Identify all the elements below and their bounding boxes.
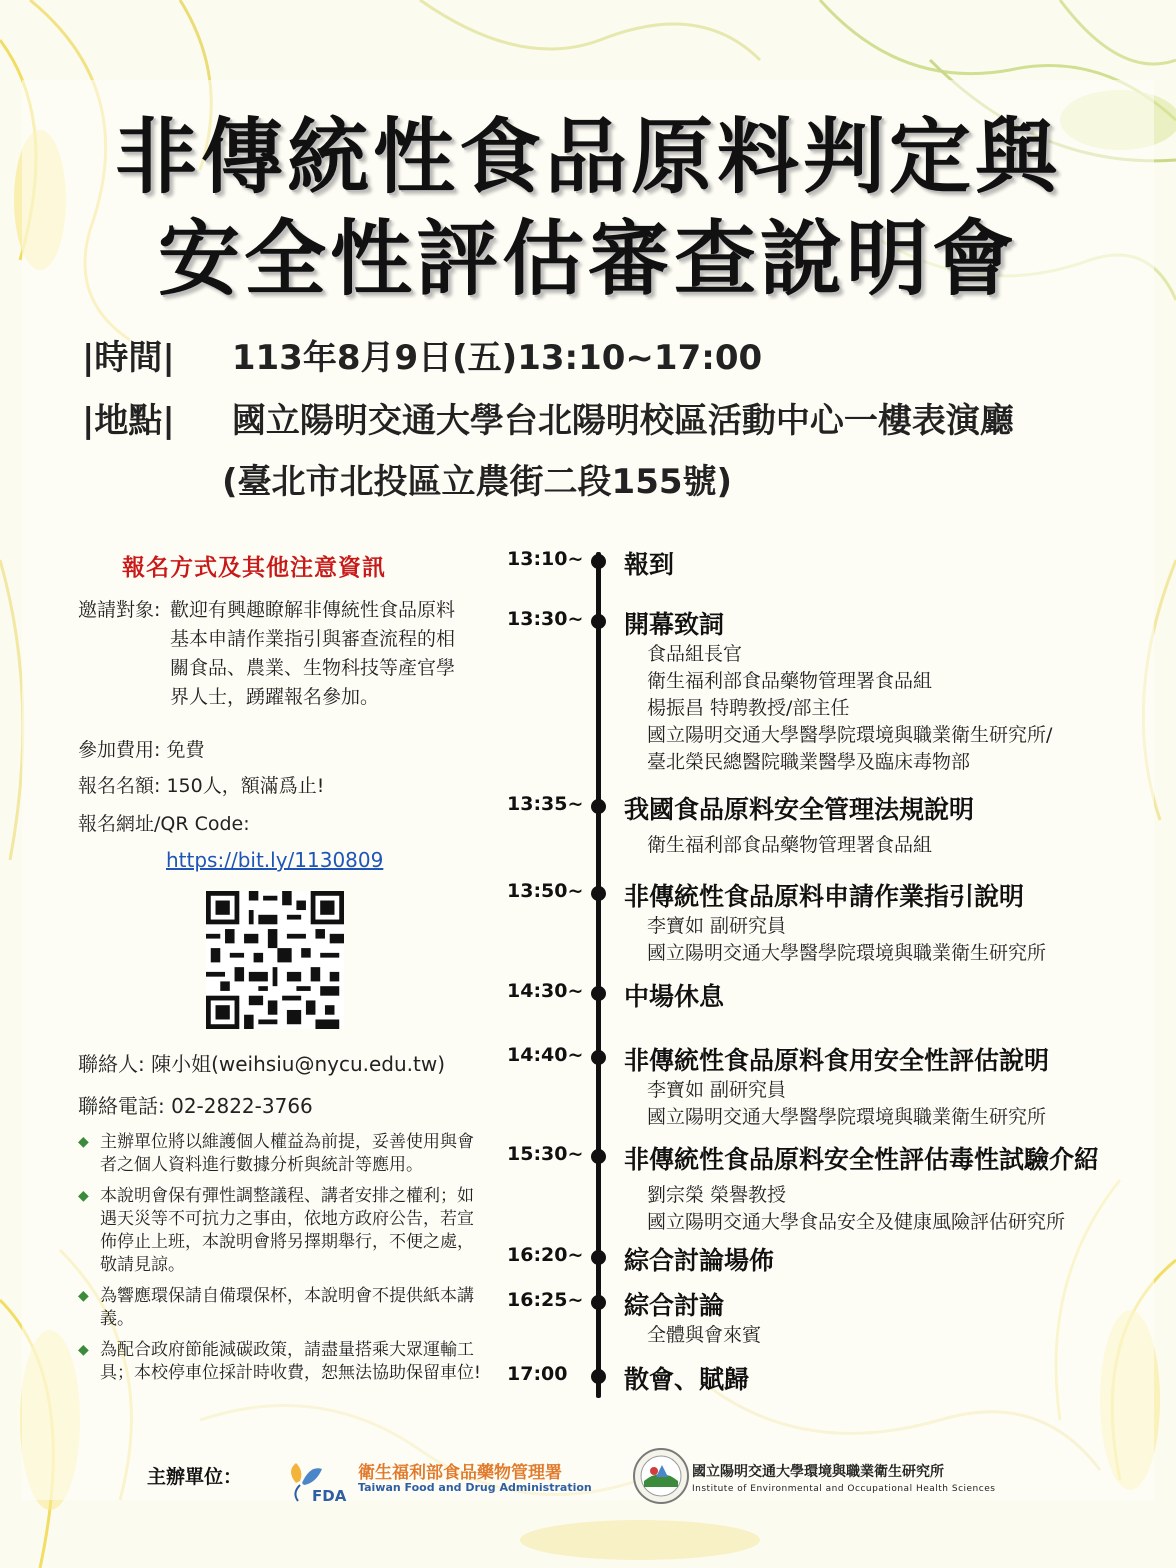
agenda-detail: 劉宗榮 榮譽教授 (647, 1184, 787, 1206)
place-row (82, 393, 1014, 442)
agenda-time: 13:10~ (507, 548, 584, 570)
agenda-time: 15:30~ (507, 1143, 584, 1165)
event-title-line-1: 非傳統性食品原料判定與 (114, 109, 1061, 205)
note-item: ◆ 主辦單位將以維護個人權益為前提，妥善使用與會者之個人資料進行數據分析與統計等應用。 (78, 1132, 474, 1175)
agenda-title: 開幕致詞 (624, 610, 725, 639)
agenda-time: 16:25~ (507, 1289, 584, 1311)
agenda-detail: 臺北榮民總醫院職業醫學及臨床毒物部 (647, 751, 971, 773)
note-item: ◆ 為配合政府節能減碳政策，請盡量搭乘大眾運輸工具；本校停車位採計時收費，恕無法協助保留車位! (78, 1340, 481, 1383)
fee-text: 參加費用: 免費 (78, 739, 205, 761)
timeline-dot-icon (591, 1369, 606, 1384)
qr-code-icon[interactable] (206, 891, 344, 1029)
timeline-dot-icon (591, 1250, 606, 1265)
note-item: ◆ 本說明會保有彈性調整議程、講者安排之權利；如遇天災等不可抗力之事由，依地方政府公告，若宣佈停止上班，本說明會將另擇期舉行，不便之處，敬請見諒。 (78, 1186, 474, 1275)
institute-english-name: Institute of Environmental and Occupational Health Sciences (692, 1484, 996, 1494)
notes-list (78, 1131, 488, 1393)
diamond-bullet-icon: ◆ (78, 1188, 89, 1204)
address: (臺北市北投區立農街二段155號) (222, 462, 733, 502)
contact-text: 聯絡人: 陳小姐(weihsiu@nycu.edu.tw) (78, 1052, 446, 1076)
timeline-dot-icon (591, 554, 606, 569)
fda-logo-icon (282, 1453, 360, 1505)
agenda-title: 散會、賦歸 (624, 1365, 750, 1394)
url-label: 報名網址/QR Code: (78, 813, 250, 835)
institute-chinese-name: 國立陽明交通大學環境與職業衛生研究所 (692, 1464, 944, 1480)
organizer-label: 主辦單位： (147, 1466, 243, 1488)
timeline-dot-icon (591, 986, 606, 1001)
agenda-detail: 李寶如 副研究員 (647, 1079, 787, 1101)
agenda-detail: 衛生福利部食品藥物管理署食品組 (647, 834, 933, 856)
time-value: 113年8月9日(五)13:10~17:00 (231, 338, 763, 378)
note-item: ◆ 為響應環保請自備環保杯，本說明會不提供紙本講義。 (78, 1286, 474, 1329)
svg-text:FDA: FDA (312, 1487, 347, 1505)
agenda-detail: 李寶如 副研究員 (647, 915, 787, 937)
agenda-title: 報到 (624, 550, 675, 579)
agenda-time: 13:35~ (507, 793, 584, 815)
agenda-detail: 國立陽明交通大學醫學院環境與職業衛生研究所 (647, 942, 1047, 964)
phone-text: 聯絡電話: 02-2822-3766 (78, 1094, 313, 1118)
fda-english-name: Taiwan Food and Drug Administration (358, 1481, 592, 1494)
agenda-time: 13:50~ (507, 880, 584, 902)
agenda-time: 14:30~ (507, 980, 584, 1002)
agenda-detail: 食品組長官 (647, 643, 743, 665)
place-value: 國立陽明交通大學台北陽明校區活動中心一樓表演廳 (231, 401, 1014, 441)
institute-seal-icon (632, 1447, 690, 1505)
event-title-line-2: 安全性評估審查說明會 (157, 211, 1018, 307)
timeline-dot-icon (591, 1295, 606, 1310)
agenda-detail: 衛生福利部食品藥物管理署食品組 (647, 670, 933, 692)
timeline-line (596, 552, 601, 1398)
registration-heading: 報名方式及其他注意資訊 (122, 555, 386, 581)
time-row (82, 330, 762, 379)
invite-block (78, 596, 468, 712)
diamond-bullet-icon: ◆ (78, 1288, 89, 1304)
invite-label: 邀請對象: (78, 599, 161, 621)
timeline-dot-icon (591, 1149, 606, 1164)
agenda-time: 14:40~ (507, 1044, 584, 1066)
invite-text: 歡迎有興趣瞭解非傳統性食品原料基本申請作業指引與審查流程的相關食品、農業、生物科技等產官學界人士，踴躍報名參加。 (170, 599, 456, 708)
agenda-title: 綜合討論場佈 (624, 1246, 775, 1275)
agenda-detail: 楊振昌 特聘教授/部主任 (647, 697, 850, 719)
agenda-detail: 國立陽明交通大學食品安全及健康風險評估研究所 (647, 1211, 1066, 1233)
agenda-detail: 國立陽明交通大學醫學院環境與職業衛生研究所/ (647, 724, 1053, 746)
timeline-dot-icon (591, 799, 606, 814)
agenda-title: 非傳統性食品原料食用安全性評估說明 (624, 1046, 1050, 1075)
agenda-title: 綜合討論 (624, 1291, 725, 1320)
agenda-time: 17:00 (507, 1363, 568, 1385)
diamond-bullet-icon: ◆ (78, 1342, 89, 1358)
agenda-title: 中場休息 (624, 982, 725, 1011)
time-label: |時間| (82, 338, 175, 378)
agenda-time: 13:30~ (507, 608, 584, 630)
timeline-dot-icon (591, 886, 606, 901)
quota-text: 報名名額: 150人，額滿爲止! (78, 775, 325, 797)
place-label: |地點| (82, 401, 175, 441)
diamond-bullet-icon: ◆ (78, 1134, 89, 1150)
agenda-time: 16:20~ (507, 1244, 584, 1266)
agenda-title: 我國食品原料安全管理法規說明 (624, 795, 975, 824)
fda-chinese-name: 衛生福利部食品藥物管理署 (358, 1463, 562, 1483)
timeline-dot-icon (591, 614, 606, 629)
agenda-detail: 全體與會來賓 (647, 1324, 762, 1346)
agenda-title: 非傳統性食品原料安全性評估毒性試驗介紹 (624, 1145, 1100, 1174)
agenda-detail: 國立陽明交通大學醫學院環境與職業衛生研究所 (647, 1106, 1047, 1128)
timeline-dot-icon (591, 1050, 606, 1065)
registration-link[interactable]: https://bit.ly/1130809 (166, 848, 384, 872)
agenda-title: 非傳統性食品原料申請作業指引說明 (624, 882, 1025, 911)
